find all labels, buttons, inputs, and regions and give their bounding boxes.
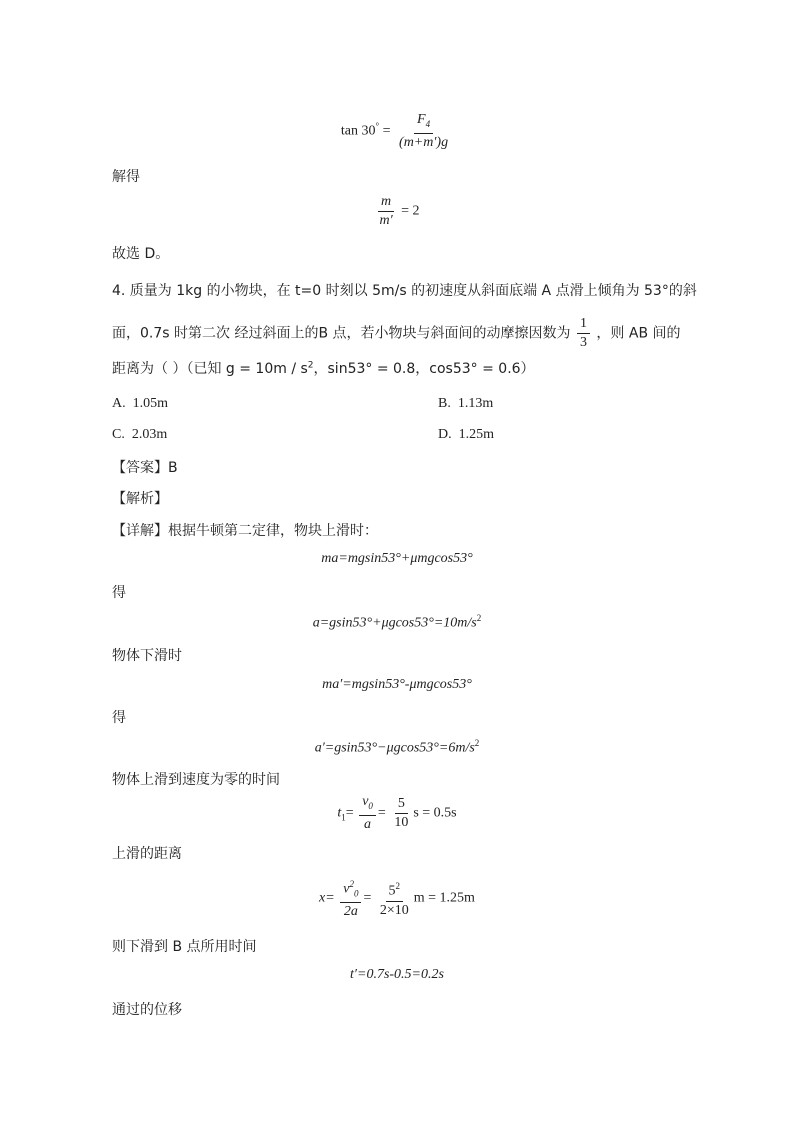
option-a[interactable] (112, 396, 168, 412)
text-time-to-b: 则下滑到 B 点所用时间 (112, 939, 257, 955)
tan-numerator-subscript: 4 (425, 118, 431, 129)
equation-up-accel (0, 613, 794, 632)
tan-equals: = (382, 123, 391, 139)
friction-numerator: 1 (577, 316, 590, 334)
option-b[interactable] (438, 396, 493, 412)
text-displacement: 通过的位移 (112, 1002, 182, 1018)
equation-up-accel-body: a=gsin53°+μgcos53°=10m/s (312, 615, 477, 631)
analysis-tag: 【解析】 (112, 491, 168, 507)
x-frac2-numerator (386, 878, 404, 902)
tan-lhs: tan 30 (340, 123, 376, 139)
option-c[interactable] (112, 427, 167, 443)
x-frac1-num-sub: 0 (353, 888, 359, 899)
option-b-key: B. (438, 396, 451, 411)
equation-tan30 (0, 112, 794, 151)
label-de-2: 得 (112, 710, 126, 726)
conclusion-text: 故选 D。 (112, 246, 170, 262)
equation-down-force: ma′=mgsin53°-μmgcos53° (322, 677, 472, 692)
tan-denominator: (m+m′)g (399, 134, 449, 150)
x-frac2-denominator: 2×10 (379, 902, 409, 918)
question-line-1: 4. 质量为 1kg 的小物块，在 t=0 时刻以 5m/s 的初速度从斜面底端 A 点滑上倾角为 53°的斜 (112, 283, 697, 299)
option-c-value: 2.03m (131, 427, 168, 442)
option-a-value: 1.05m (132, 396, 169, 411)
question-line-2 (112, 316, 681, 351)
question-line-3 (112, 358, 535, 378)
option-d-key: D. (438, 427, 452, 442)
x-equals: = (363, 890, 372, 906)
equation-down-accel (0, 738, 794, 757)
answer-line (112, 457, 178, 477)
x-fraction-2 (377, 878, 412, 919)
t1-frac1-num-symbol: v (362, 794, 369, 809)
option-b-value: 1.13m (457, 396, 494, 411)
x-lhs: x= (319, 890, 335, 906)
text-slide-up-distance: 上滑的距离 (112, 846, 182, 862)
t1-tail: s = 0.5s (413, 805, 457, 821)
text-time-to-zero: 物体上滑到速度为零的时间 (112, 772, 280, 788)
tan-numerator-symbol: F (417, 112, 426, 127)
t1-equals-2: = (377, 805, 386, 821)
t1-frac2-denominator: 10 (394, 814, 409, 830)
ratio-rhs: = 2 (401, 203, 420, 219)
t1-symbol: t (337, 805, 342, 821)
question-line-2-a: 面，0.7s 时第二次 经过斜面上的B 点，若小物块与斜面间的动摩擦因数为 (112, 325, 571, 342)
x-tail: m = 1.25m (413, 890, 475, 906)
x-frac2-num-sup: 2 (395, 880, 401, 891)
equation-down-accel-body: a′=gsin53°−μgcos53°=6m/s (314, 740, 475, 756)
friction-denominator: 3 (579, 335, 587, 350)
t1-equals-1: = (345, 805, 354, 821)
question-line-3-a: 距离为（ ）（已知 g = 10m / s (112, 361, 308, 377)
equation-t-prime-body: t′=0.7s-0.5=0.2s (350, 967, 444, 982)
ratio-numerator: m (378, 194, 394, 212)
detail-line (112, 520, 378, 540)
option-c-key: C. (112, 427, 125, 442)
t1-frac1-numerator (359, 794, 376, 816)
x-frac1-num-symbol: v (343, 881, 350, 897)
label-de-1: 得 (112, 585, 126, 601)
question-line-3-sup: 2 (307, 360, 314, 371)
t1-subscript: 1 (341, 812, 346, 823)
x-frac1-denominator: 2a (343, 904, 358, 920)
equation-down-accel-sup: 2 (474, 738, 480, 748)
x-frac2-num-value: 5 (388, 883, 396, 899)
detail-tag: 【详解】 (112, 523, 168, 539)
detail-text: 根据牛顿第二定律，物块上滑时： (168, 523, 378, 539)
equation-up-accel-sup: 2 (476, 613, 482, 623)
friction-fraction (577, 316, 590, 351)
x-frac1-num-sup: 2 (349, 879, 354, 889)
t1-frac1-num-subscript: 0 (368, 800, 373, 811)
equation-t-prime (0, 967, 794, 983)
t1-frac2-numerator: 5 (395, 796, 408, 814)
text-slide-down: 物体下滑时 (112, 648, 182, 664)
x-fraction-1 (340, 876, 361, 920)
label-jiede: 解得 (112, 169, 140, 185)
t1-fraction-2 (391, 796, 411, 831)
ratio-fraction (376, 194, 395, 229)
ratio-denominator: m′ (379, 213, 393, 228)
equation-t1 (0, 794, 794, 833)
x-frac1-numerator (340, 876, 361, 903)
question-line-3-b: ，sin53° = 0.8，cos53° = 0.6） (313, 361, 535, 377)
tan-numerator (414, 112, 433, 134)
equation-mass-ratio (0, 194, 794, 229)
option-a-key: A. (112, 396, 126, 411)
answer-tag: 【答案】 (112, 460, 168, 476)
t1-fraction-1 (359, 794, 376, 833)
equation-up-force: ma=mgsin53°+μmgcos53° (321, 551, 473, 566)
question-line-2-b: ，则 AB 间的 (596, 325, 681, 342)
t1-frac1-denominator: a (364, 816, 372, 832)
tan-degree: ° (375, 120, 380, 131)
equation-x (0, 876, 794, 920)
answer-value: B (168, 460, 178, 476)
tan-fraction (396, 112, 451, 151)
option-d[interactable] (438, 427, 494, 443)
option-d-value: 1.25m (458, 427, 495, 442)
